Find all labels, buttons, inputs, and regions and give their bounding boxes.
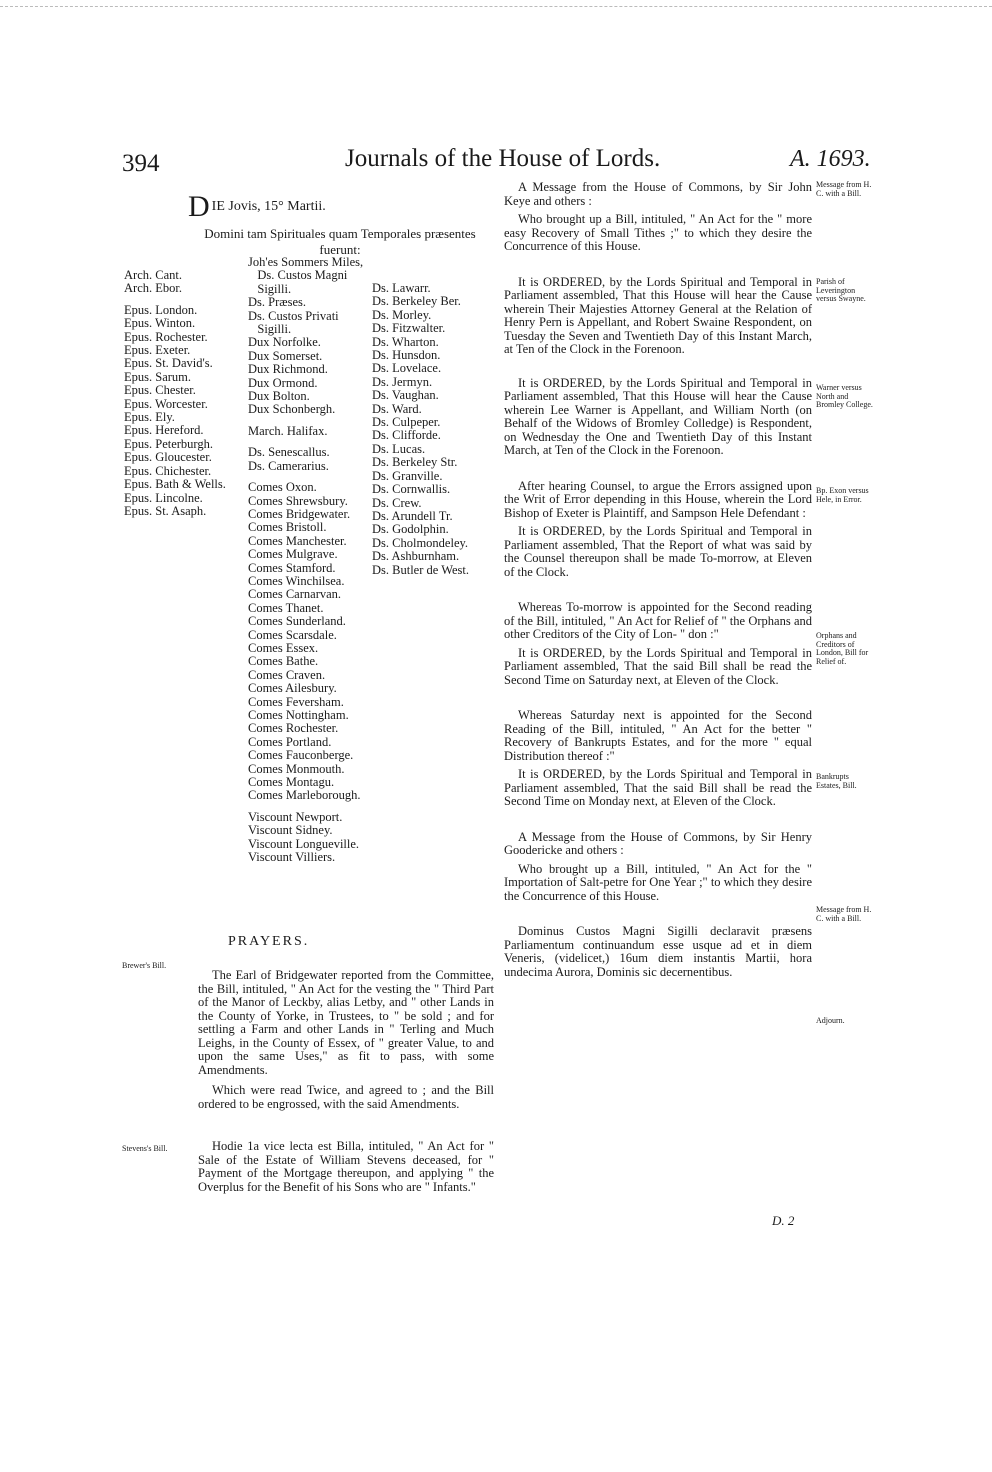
attendee-name: March. Halifax. [248,423,328,438]
margin-note-orphans: Orphans and Creditors of London, Bill for Relief of. [816,631,869,666]
page-title: Journals of the House of Lords. [345,145,661,172]
attendee-name: Ds. Custos Privati [248,308,339,323]
attendee-name: Comes Portland. [248,734,332,749]
attendee-name: Ds. Crew. [372,495,422,510]
attendee-name: Comes Montagu. [248,775,335,790]
attendee-name: Ds. Lucas. [372,441,426,456]
attendee-name: Ds. Berkeley Ber. [372,294,461,309]
attendee-name: Epus. Hereford. [124,423,204,438]
attendee-name: Ds. Lawarr. [372,281,431,295]
attendee-name: Ds. Ashburnham. [372,549,460,564]
attendee-name: Epus. St. David's. [124,356,213,371]
bridgewater-report: The Earl of Bridgewater reported from the Committee, the Bill, intituled, " An Act for the vesting the " Third Part of the Manor of Leckby, alias Letby, and " other Lands in the County of Yorke, in Trustees, to " be sold ; and for settling a Farm and other Lands in " Terling and Much Leighs, in the County of Essex, of " greater Value, to and upon the same Uses," as fit to pass, with some Amendments. [198,968,494,1077]
attendee-name: Ds. Butler de West. [372,562,470,577]
attendee-name: Ds. Granville. [372,468,443,483]
order-report: It is ORDERED, by the Lords Spiritual and Temporal in Parliament assembled, That the Report of what was said by the Counsel thereupon shall be made To-morrow, at Eleven of the Clock. [504,524,812,579]
attendee-name: Ds. Cornwallis. [372,482,451,497]
order-bankrupts-reading: It is ORDERED, by the Lords Spiritual and Temporal in Parliament assembled, That the said Bill shall be read the Second Time on Monday next, at Eleven of the Clock. [504,767,812,808]
margin-note-message-1: Message from H. C. with a Bill. [816,180,872,198]
attendee-name: Viscount Sidney. [248,823,333,838]
small-tithes-bill: Who brought up a Bill, intituled, " An Act for the " more easy Recovery of Small Tithes ;" to which they desire the Concurrence of this House. [504,212,812,253]
adjournment: Dominus Custos Magni Sigilli declaravit præsens Parliamentum continuandum esse usque ad et in diem Veneris, (videlicet,) 16um diem instantis Martii, hora undecima Aurora, Dominis sic decernentibus. [504,924,812,979]
signature-mark: D. 2 [772,1213,795,1228]
attendee-name: Epus. Ely. [124,410,175,425]
order-orphans-reading: It is ORDERED, by the Lords Spiritual and Temporal in Parliament assembled, That the said Bill shall be read the Second Time on Saturday next, at Eleven of the Clock. [504,645,812,687]
margin-note-message-2: Message from H. C. with a Bill. [816,905,872,923]
attendee-name: Comes Stamford. [248,560,336,575]
attendee-name: Viscount Longueville. [248,836,360,851]
attendee-name: Comes Bathe. [248,654,319,669]
attendee-name: Ds. Arundell Tr. [372,508,453,523]
attendee-name: Epus. Bath & Wells. [124,477,226,492]
date-heading [188,190,326,224]
attendee-name: Comes Marleborough. [248,788,361,803]
message-commons-1: A Message from the House of Commons, by Sir John Keye and others : [504,180,812,208]
attendee-name: Comes Thanet. [248,600,324,615]
attendee-name: Sigilli. [248,281,292,296]
attendee-name: Comes Winchilsea. [248,573,345,588]
order-warner: It is ORDERED, by the Lords Spiritual and Temporal in Parliament assembled, That this House will hear the Cause wherein Lee Warner is Appellant, and William North (on Behalf of the Widows of Bromley Colledge) is Respondent, on Wednesday the One and Twentieth Day of this Instant March, at Ten of the Clock in the Forenoon. [504,375,812,457]
attendee-name: Epus. Chichester. [124,463,212,478]
margin-note-brewers-bill: Brewer's Bill. [122,961,167,970]
attendee-name: Comes Carnarvan. [248,587,342,602]
attendee-name: Comes Manchester. [248,533,347,548]
attendee-name: Comes Mulgrave. [248,547,338,562]
right-column-text [504,181,812,979]
attendee-name: Ds. Ward. [372,401,422,416]
drop-initial: D [188,190,210,223]
margin-note-adjourn: Adjourn. [816,1016,845,1025]
attendee-name: Epus. Rochester. [124,329,208,344]
attendee-name: Ds. Cholmondeley. [372,535,469,550]
attendee-name: Dux Richmond. [248,362,328,377]
bankrupts-bill: Whereas Saturday next is appointed for the Second Reading of the Bill, intituled, " An Act for the better " Recovery of Bankrupts Estates, and for the more " equal Distribution thereof :" [504,708,812,763]
attendee-name: Dux Schonbergh. [248,402,336,417]
attendee-name: Epus. Lincolne. [124,490,203,505]
read-twice-paragraph: Which were read Twice, and agreed to ; and the Bill ordered to be engrossed, with the said Amendments. [198,1083,494,1111]
date-heading-text: IE Jovis, 15° Martii. [211,199,326,214]
hodie-paragraph: Hodie 1a vice lecta est Billa, intituled, " An Act for " Sale of the Estate of William Stevens deceased, for " Payment of the Mortgage thereupon, and applying " the Overplus for the Benefit of his Sons who are " Infants." [198,1139,494,1194]
attendee-name: Comes Oxon. [248,480,317,495]
attendee-name: Ds. Culpeper. [372,415,441,430]
attendee-name: Arch. Ebor. [124,281,182,296]
attendee-name: Epus. Gloucester. [124,450,212,465]
attendee-name: Epus. Peterburgh. [124,436,213,451]
attendance-heading: Domini tam Spirituales quam Temporales præsentes fuerunt: [204,226,476,257]
attendee-name: Comes Shrewsbury. [248,493,348,508]
orphans-bill: Whereas To-morrow is appointed for the Second reading of the Bill, intituled, " An Act for Relief of " the Orphans and other Creditors of the City of Lon- " don :" [504,600,812,641]
page-number: 394 [122,150,160,177]
margin-note-bp-exon: Bp. Exon versus Hele, in Error. [816,486,869,504]
bp-exon-counsel: After hearing Counsel, to argue the Errors assigned upon the Writ of Error depending in this House, wherein the Lord Bishop of Exeter is Plaintiff, and Sampson Hele Defendant : [504,478,812,520]
attendee-name: Epus. Exeter. [124,343,191,358]
attendee-name: Epus. St. Asaph. [124,503,207,518]
attendance-column-barons [372,282,469,577]
attendee-name: Comes Essex. [248,640,319,655]
margin-note-bankrupts: Bankrupts Estates, Bill. [816,772,857,790]
attendee-name: Comes Fauconberge. [248,748,354,763]
attendee-name: Ds. Custos Magni [248,268,348,283]
attendee-name: Comes Bridgewater. [248,506,351,521]
prayers-heading: PRAYERS. [228,934,310,949]
attendee-name: Ds. Fitzwalter. [372,321,446,336]
attendee-name: Comes Craven. [248,667,326,682]
attendee-name: Viscount Villiers. [248,850,336,865]
attendee-name: Joh'es Sommers Miles, [248,255,364,269]
attendee-name: Ds. Senescallus. [248,445,330,460]
attendee-name: Ds. Wharton. [372,334,439,349]
attendee-name: Viscount Newport. [248,809,343,824]
attendee-name: Dux Norfolke. [248,335,321,350]
attendee-name: Ds. Morley. [372,307,432,322]
attendee-name: Epus. Chester. [124,383,196,398]
attendee-name: Ds. Hunsdon. [372,348,441,363]
page-top-edge [0,0,992,7]
attendance-column-bishops [124,269,226,518]
attendance-column-lords [248,256,363,864]
attendee-name: Ds. Clifforde. [372,428,441,443]
attendee-name: Dux Ormond. [248,375,318,390]
order-leverington: It is ORDERED, by the Lords Spiritual and Temporal in Parliament assembled, That this House will hear the Cause wherein Their Majesties Attorney General at the Relation of Henry Pern is Appellant, and Robert Swaine Respondent, on Tuesday the Seven and Twentieth Day of this Instant March, at Ten of the Clock in the Forenoon. [504,274,812,356]
attendee-name: Ds. Vaughan. [372,388,439,403]
attendee-name: Ds. Præses. [248,295,306,310]
attendee-name: Comes Feversham. [248,694,344,709]
attendee-name: Comes Rochester. [248,721,339,736]
attendee-name: Sigilli. [248,322,292,337]
message-commons-2: A Message from the House of Commons, by Sir Henry Goodericke and others : [504,829,812,857]
attendee-name: Comes Nottingham. [248,708,349,722]
attendee-name: Comes Ailesbury. [248,681,337,696]
attendee-name: Comes Scarsdale. [248,627,337,642]
attendee-name: Epus. Winton. [124,316,196,331]
margin-note-leverington: Parish of Leverington versus Swayne. [816,277,866,303]
attendee-name: Comes Bristoll. [248,520,327,535]
attendee-name: Epus. Sarum. [124,369,192,384]
attendee-name: Ds. Lovelace. [372,361,442,376]
margin-note-stevens-bill: Stevens's Bill. [122,1144,168,1153]
attendee-name: Epus. London. [124,302,198,317]
attendee-name: Arch. Cant. [124,268,182,282]
attendee-name: Ds. Camerarius. [248,458,329,473]
attendee-name: Comes Sunderland. [248,614,346,629]
saltpetre-bill: Who brought up a Bill, intituled, " An Act for the " Importation of Salt-petre for One Year ;" to which they desire the Concurrence of this House. [504,861,812,903]
attendee-name: Dux Bolton. [248,389,310,404]
attendee-name: Comes Monmouth. [248,761,345,776]
page-year: A. 1693. [790,146,871,172]
margin-note-warner: Warner versus North and Bromley College. [816,383,873,409]
attendee-name: Epus. Worcester. [124,396,208,411]
attendee-name: Ds. Godolphin. [372,522,449,537]
left-column-text [198,969,494,1194]
attendee-name: Ds. Jermyn. [372,374,433,389]
attendee-name: Ds. Berkeley Str. [372,455,458,470]
attendee-name: Dux Somerset. [248,348,323,363]
